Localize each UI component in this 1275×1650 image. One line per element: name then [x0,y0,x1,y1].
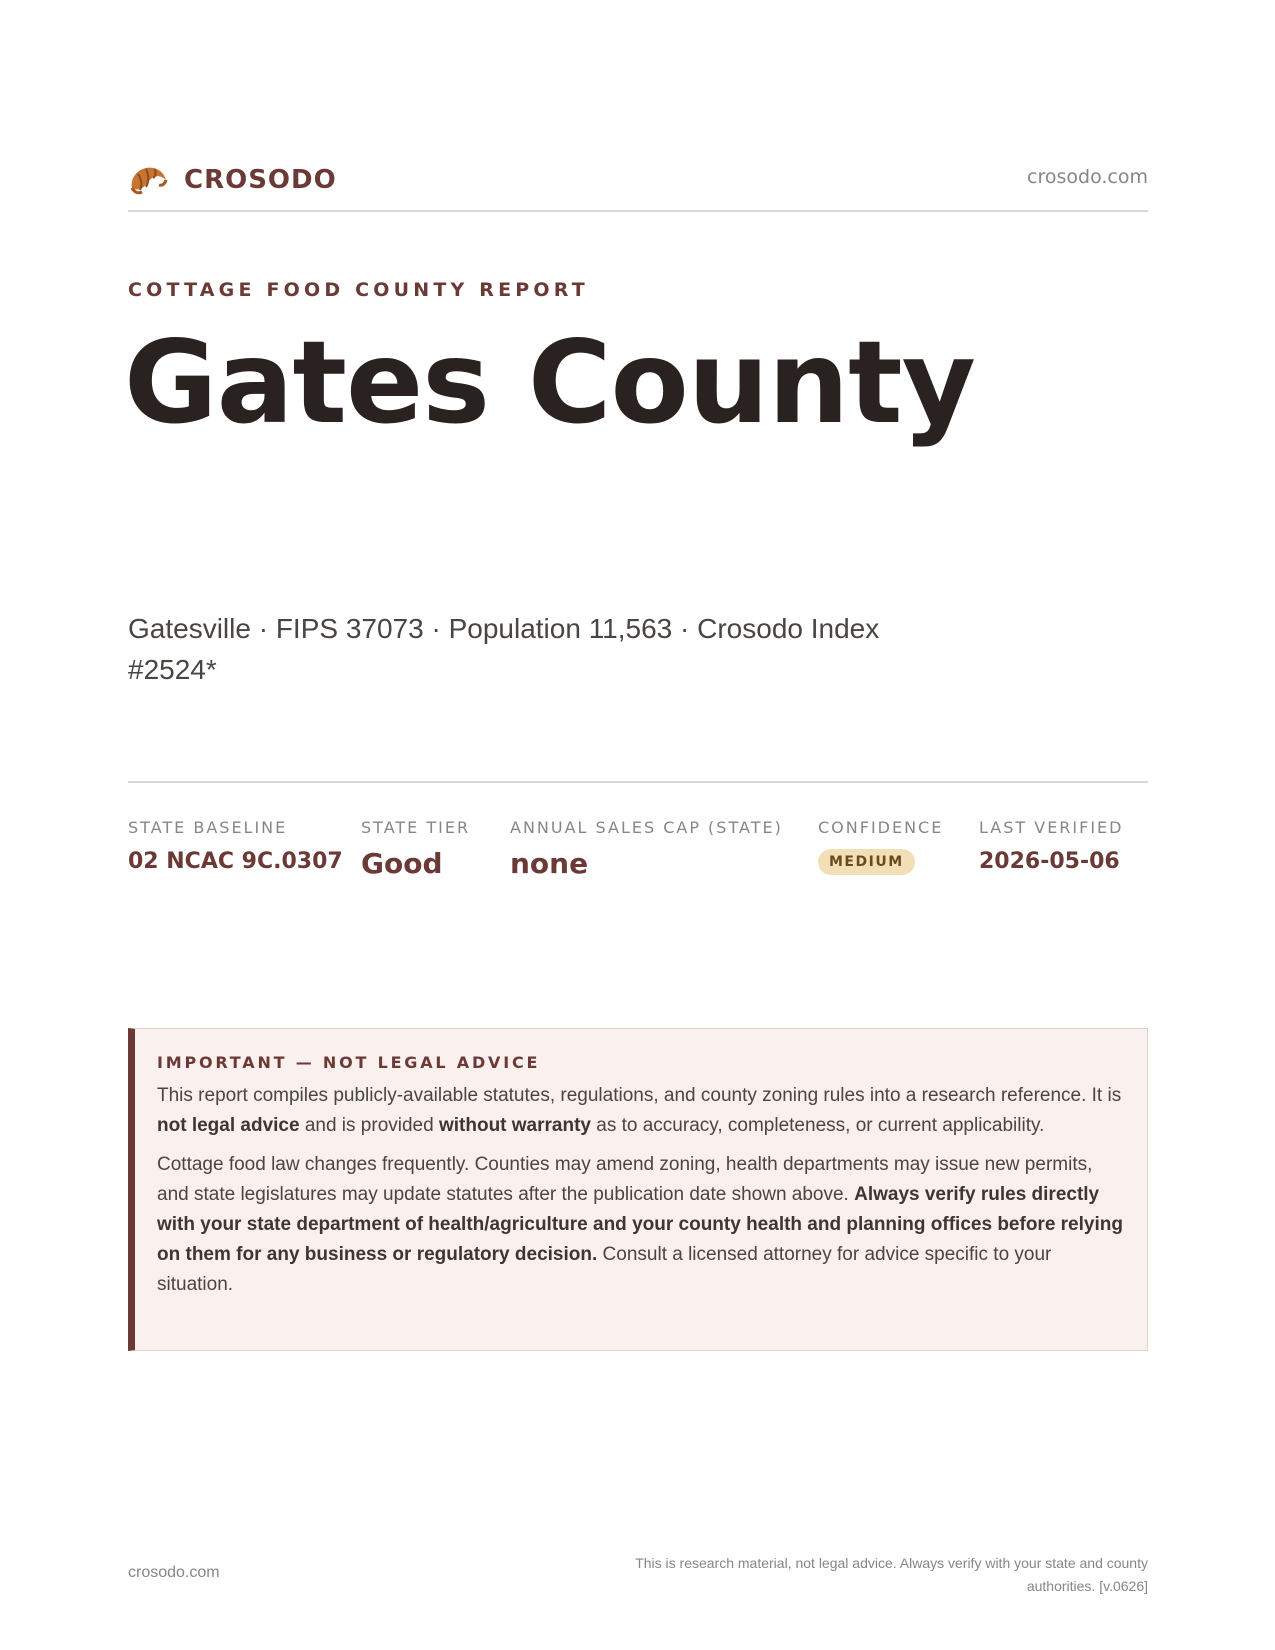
brand[interactable] [128,160,337,200]
stat-value: Good [361,847,443,880]
stat-confidence [818,818,943,875]
stat-state-baseline [128,818,343,874]
notice-text: as to accuracy, completeness, or current applicability. [590,1115,1045,1136]
notice-text: This report compiles publicly-available statutes, regulations, and county zoning rules into a research reference. It is [157,1085,1122,1106]
stat-state-tier [361,818,470,880]
notice-body [157,1081,1127,1300]
stat-label: STATE BASELINE [128,818,288,837]
page-title: Gates County [124,316,975,449]
county-subtitle: Gatesville · FIPS 37073 · Population 11,563 · Crosodo Index #2524* [128,613,880,685]
notice-text: Consult a licensed attorney for advice specific to your situation. [157,1244,1052,1295]
footer-site-link[interactable]: crosodo.com [128,1564,220,1581]
legal-notice [128,1028,1148,1351]
brand-name: CROSODO [184,165,337,195]
stat-label: ANNUAL SALES CAP (STATE) [510,818,783,837]
stat-value: 2026-05-06 [979,849,1120,874]
notice-text: Cottage food law changes frequently. Counties may amend zoning, health departments may issue new permits, and state legislatures may update statutes after the publication date shown above. [157,1154,1093,1205]
stat-value: 02 NCAC 9C.0307 [128,849,343,874]
stat-annual-sales-cap [510,818,783,880]
notice-emphasis: without warranty [438,1115,591,1136]
confidence-badge: MEDIUM [818,849,915,875]
notice-emphasis: not legal advice [157,1115,300,1136]
notice-paragraph-1 [157,1081,1127,1141]
divider [128,781,1148,783]
footer-disclaimer: This is research material, not legal advice. Always verify with your state and county authorities. [v.0626] [635,1555,1148,1594]
page-header [128,160,1148,212]
report-eyebrow: COTTAGE FOOD COUNTY REPORT [128,279,589,301]
notice-text: and is provided [299,1115,439,1136]
stat-label: LAST VERIFIED [979,818,1124,837]
stat-value: none [510,847,589,880]
notice-title: IMPORTANT — NOT LEGAL ADVICE [157,1053,541,1072]
stat-last-verified [979,818,1123,874]
notice-paragraph-2 [157,1150,1127,1300]
stat-label: CONFIDENCE [818,818,944,837]
stat-label: STATE TIER [361,818,471,837]
croissant-icon [128,162,168,198]
site-link[interactable]: crosodo.com [1027,166,1148,188]
report-page [124,0,1148,1650]
notice-emphasis: Always verify rules directly with your state department of health/agriculture and your county health and planning offices before relying on them for any business or regulatory decision. [157,1184,1123,1265]
